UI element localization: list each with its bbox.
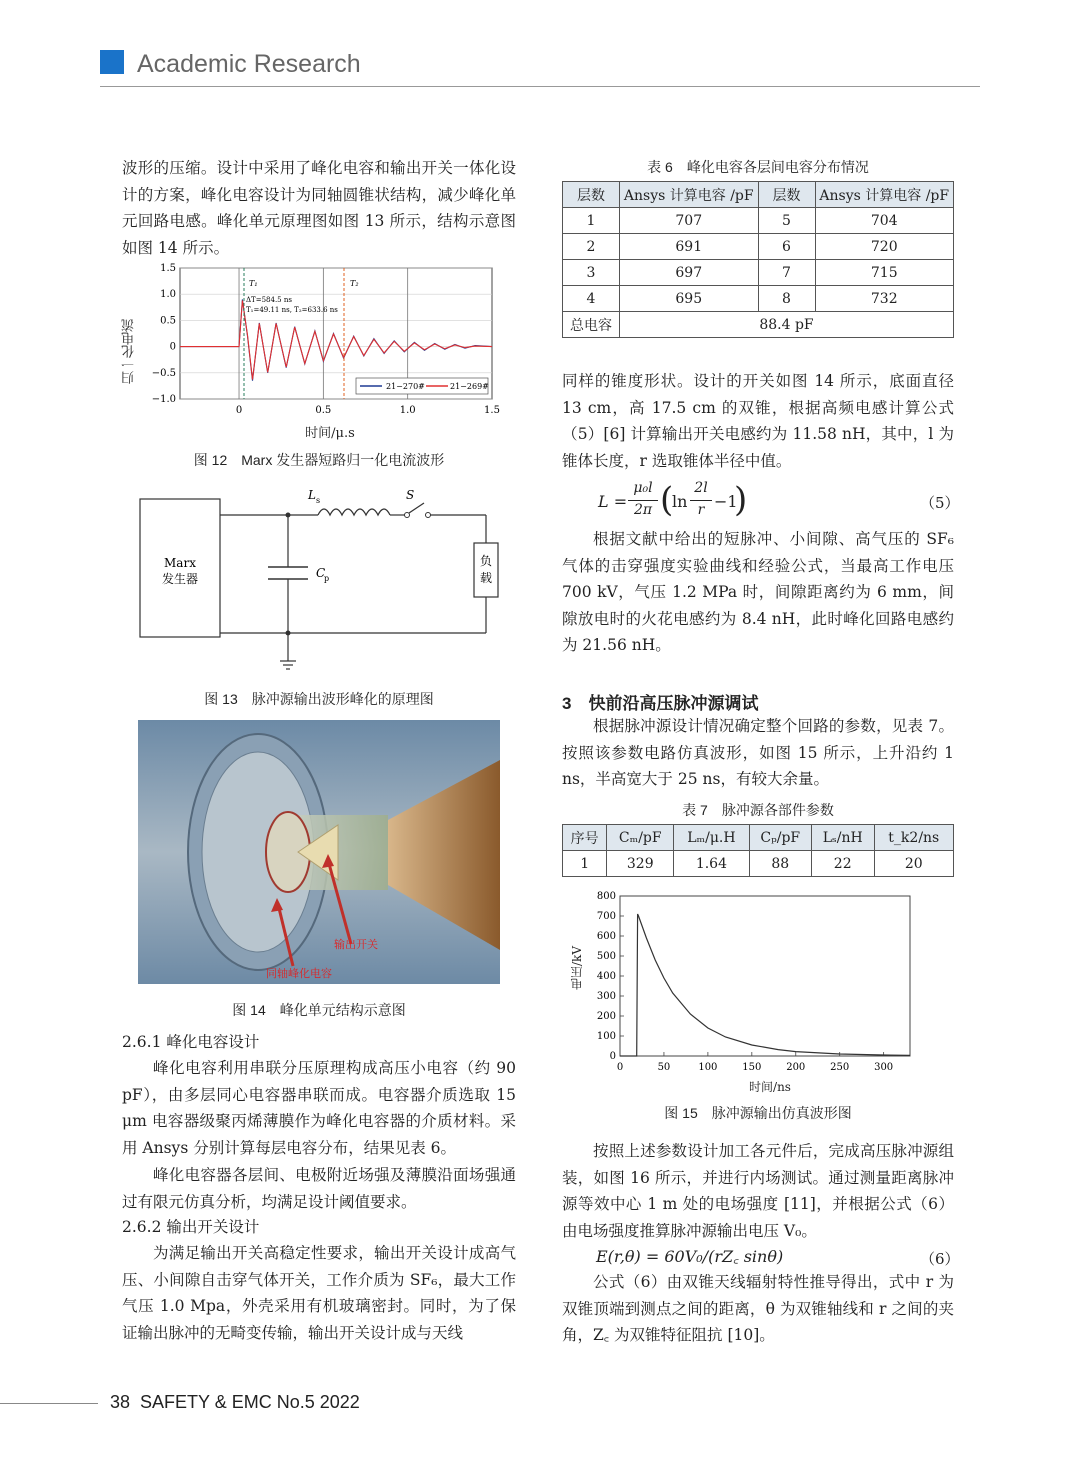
table-row: 2 691 6 720 (563, 234, 954, 260)
table7-header: Lₘ/μ.H (674, 825, 749, 851)
inductor-ls (318, 509, 390, 515)
fig13-circuit (130, 483, 510, 673)
label-output-switch: 输出开关 (334, 938, 378, 951)
fig12-y-tick-label: −1.0 (151, 394, 176, 405)
fig12-x-tick-label: 0 (235, 405, 243, 416)
table7-header: Cₚ/pF (749, 825, 811, 851)
table6-header-row (563, 182, 954, 208)
fig15-y-label: 电压/kV (570, 946, 584, 990)
fig12-legend-label-2: 21−269# (450, 382, 489, 391)
table7-header: t_k2/ns (874, 825, 953, 851)
table7-header: Lₛ/nH (811, 825, 874, 851)
table-row: 4 695 8 732 (563, 286, 954, 312)
fig15-y-tick-label: 500 (596, 951, 616, 962)
table7-title: 表 7 脉冲源各部件参数 (682, 802, 834, 818)
table7-header: Cₘ/pF (607, 825, 674, 851)
fig15-y-tick-label: 200 (596, 1011, 616, 1022)
fig12-x-ticks (236, 405, 500, 416)
journal-name: SAFETY & EMC No.5 2022 (140, 1392, 360, 1412)
fig12-x-tick-label: 1.5 (484, 405, 500, 416)
switch-blade (409, 503, 424, 513)
fig12-chart (130, 262, 510, 440)
load-box (474, 543, 498, 597)
fig12-x-label: 时间/μ.s (305, 426, 355, 441)
fig15-y-tick-label: 600 (596, 931, 616, 942)
marx-label-1: Marx (164, 556, 196, 570)
right-paragraph-4: 按照上述参数设计加工各元件后，完成高压脉冲源组装，如图 16 所示，并进行内场测试。通过测量距离脉冲源等效中心 1 m 处的电场强度 [11]，并根据公式（6）由电场强度推算脉冲源输出电压 V₀。 (562, 1142, 954, 1240)
table6-header: Ansys 计算电容 /pF (815, 182, 954, 208)
table7-header: 序号 (563, 825, 607, 851)
footer (110, 1392, 360, 1413)
section-3-heading: 3 快前沿高压脉冲源调试 (562, 694, 759, 713)
fig12-y-ticks (152, 263, 176, 405)
marx-label-2: 发生器 (161, 572, 199, 586)
table-row: 1 329 1.64 88 22 20 (563, 851, 954, 877)
header-divider (100, 86, 980, 87)
fig12-y-tick-label: 0.5 (160, 315, 176, 327)
table7-header-row (563, 825, 954, 851)
right-paragraph-2: 根据文献中给出的短脉冲、小间隙、高气压的 SF₆ 气体的击穿强度实验曲线和经验公式，当最高工作电压 700 kV，气压 1.2 MPa 时，间隙距离约为 6 mm，间隙放电时的火花电感约为 8.4 nH，此时峰化回路电感约为 21.56 nH。 (562, 530, 954, 654)
fig12-t2-label: T₂ (350, 279, 359, 288)
ls-sub: s (316, 496, 321, 505)
left-paragraph-3: 峰化电容器各层间、电极附近场强及薄膜沿面场强通过有限元仿真分析，均满足设计阈值要求。 (122, 1166, 516, 1211)
cp-sub: p (324, 574, 330, 583)
left-paragraph-1: 波形的压缩。设计中采用了峰化电容和输出开关一体化设计的方案，峰化电容设计为同轴圆锥状结构，减少峰化单元回路电感。峰化单元原理图如图 13 所示，结构示意图如图 14 所示。 (122, 159, 516, 257)
fig15-x-tick-label: 300 (874, 1062, 894, 1073)
right-paragraph-3: 根据脉冲源设计情况确定整个回路的参数，见表 7。按照该参数电路仿真波形，如图 15 所示，上升沿约 1 ns，半高宽大于 25 ns，有较大余量。 (562, 717, 954, 788)
table6-header: 层数 (563, 182, 620, 208)
left-paragraph-2: 峰化电容利用串联分压原理构成高压小电容（约 90 pF），由多层同心电容器串联而成。电容器介质选取 15 μm 电容器级聚丙烯薄膜作为峰化电容器的介质材料。采用 Ansys 分别计算每层电容分布，结果见表 6。 (122, 1059, 516, 1157)
equation-6-number: （6） (920, 1250, 960, 1268)
cp-label: C (316, 566, 326, 580)
right-paragraph-5: 公式（6）由双锥天线辐射特性推导得出，式中 r 为双锥顶端到测点之间的距离，θ 为双锥轴线和 r 之间的夹角，Z꜀ 为双锥特征阻抗 [10]。 (562, 1273, 954, 1344)
fig15-caption: 图 15 脉冲源输出仿真波形图 (664, 1105, 852, 1121)
fig12-caption: 图 12 Marx 发生器短路归一化电流波形 (193, 452, 445, 468)
ls-label: L (308, 488, 316, 502)
table-row: 1 707 5 704 (563, 208, 954, 234)
fig15-y-tick-label: 700 (596, 911, 616, 922)
fig15-y-tick-label: 800 (596, 891, 616, 902)
fig15-x-label: 时间/ns (749, 1080, 791, 1094)
fig12-y-tick-label: 1.0 (160, 289, 176, 301)
table-row: 3 697 7 715 (563, 260, 954, 286)
switch-contact-2 (426, 513, 431, 518)
section-2-6-1: 2.6.1 峰化电容设计 (122, 1033, 260, 1051)
fig15-chart (568, 884, 928, 1084)
equation-6: E(r,θ) = 60V₀/(rZ꜀ sinθ) (596, 1247, 784, 1266)
right-paragraph-1: 同样的锥度形状。设计的开关如图 14 所示，底面直径 13 cm，高 17.5 cm 的双锥，根据高频电感计算公式（5）[6] 计算输出开关电感约为 11.58 nH，其中，l 为锥体长度，r 选取锥体半径中值。 (562, 372, 954, 470)
fig12-x-tick-label: 1.0 (399, 405, 416, 416)
section-2-6-2: 2.6.2 输出开关设计 (122, 1218, 260, 1236)
fig15-x-tick-label: 150 (742, 1062, 762, 1073)
equation-5: L = μ₀l 2π ( ln 2l r −1 ) (598, 480, 748, 520)
fig12-y-tick-label: 1.5 (160, 263, 176, 274)
table6-total-row: 总电容 88.4 pF (563, 312, 954, 338)
page-number: 38 (110, 1392, 131, 1412)
fig14-illustration (138, 720, 500, 984)
fig12-y-label: 归一化电流 (122, 319, 137, 385)
fig15-y-tick-label: 300 (596, 991, 616, 1002)
header-color-block (100, 50, 124, 74)
fig12-y-tick-label: 0 (169, 341, 176, 353)
header-title: Academic Research (137, 50, 361, 78)
left-paragraph-4: 为满足输出开关高稳定性要求，输出开关设计成高气压、小间隙自击穿气体开关，工作介质为 SF₆，最大工作气压 1.0 Mpa，外壳采用有机玻璃密封。同时，为了保证输出脉冲的无畸变传输，输出开关设计成与天线 (122, 1244, 516, 1342)
fig12-x-tick-label: 0.5 (315, 405, 332, 416)
fig15-y-tick-label: 400 (596, 971, 616, 982)
fig13-caption: 图 13 脉冲源输出波形峰化的原理图 (204, 691, 434, 707)
fig12-annotation-2: T₁=49.11 ns, T₂=633.6 ns (246, 306, 338, 314)
fig12-y-tick-label: −0.5 (151, 367, 176, 379)
fig12-legend-label-1: 21−270# (386, 382, 425, 391)
table6-header: Ansys 计算电容 /pF (620, 182, 759, 208)
fig15-x-tick-label: 250 (830, 1062, 850, 1073)
fig15-x-tick-label: 100 (698, 1062, 718, 1073)
fig15-x-tick-label: 200 (786, 1062, 806, 1073)
load-label-1: 负 (479, 554, 493, 568)
table6 (562, 181, 954, 338)
load-label-2: 载 (479, 571, 493, 585)
fig15-x-tick-label: 50 (657, 1062, 671, 1073)
fig15-y-tick-label: 0 (609, 1051, 616, 1062)
table6-title: 表 6 峰化电容各层间电容分布情况 (647, 159, 869, 175)
fig12-annotation-1: ΔT=584.5 ns (246, 296, 292, 304)
fig15-x-tick-label: 0 (616, 1062, 624, 1073)
fig14-caption: 图 14 峰化单元结构示意图 (232, 1002, 406, 1018)
footer-line (0, 1403, 98, 1404)
switch-contact-1 (405, 513, 410, 518)
fig12-t1-label: T₁ (249, 279, 258, 288)
label-coaxial-capacitor: 同轴峰化电容 (266, 967, 332, 980)
table6-header: 层数 (758, 182, 815, 208)
fig15-y-tick-label: 100 (596, 1031, 616, 1042)
equation-5-number: （5） (920, 494, 960, 512)
switch-label: S (406, 488, 415, 502)
table7 (562, 824, 954, 877)
